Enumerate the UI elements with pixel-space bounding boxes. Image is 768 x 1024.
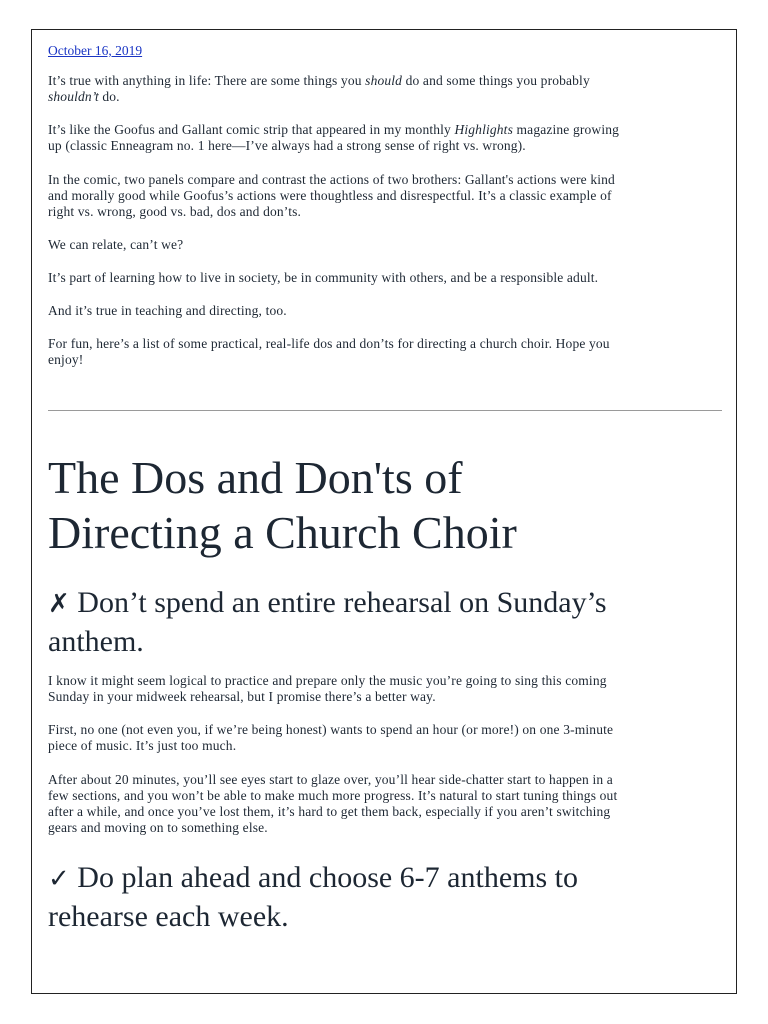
intro-text: It’s true with anything in life: There are some things you: [48, 73, 366, 88]
paragraph-text: I know it might seem logical to practice and prepare only the music you’re going to sing this coming: [48, 673, 607, 688]
paragraph-text: enjoy!: [48, 352, 84, 367]
article-title: [48, 450, 517, 560]
check-mark-icon: ✓: [48, 864, 70, 894]
heading-text: anthem.: [48, 625, 144, 658]
society-paragraph: It’s part of learning how to live in society, be in community with others, and be a responsible adult.: [48, 270, 599, 285]
comic-paragraph: [48, 172, 713, 220]
relate-paragraph: We can relate, can’t we?: [48, 237, 184, 252]
title-line: The Dos and Don'ts of: [48, 452, 463, 503]
paragraph-text: First, no one (not even you, if we’re being honest) wants to spend an hour (or more!) on one 3-minute: [48, 722, 614, 737]
intro-text: do and some things you probably: [402, 73, 590, 88]
goofus-gallant-paragraph: [48, 122, 713, 154]
paragraph-text: few sections, and you won’t be able to make much more progress. It’s natural to start tuning things out: [48, 788, 618, 803]
title-line: Directing a Church Choir: [48, 507, 517, 558]
first-paragraph: [48, 722, 713, 754]
paragraph-text: magazine growing: [513, 122, 620, 137]
paragraph-text: and morally good while Goofus’s actions were thoughtless and disrespectful. It’s a classic example of: [48, 188, 612, 203]
paragraph-text: Sunday in your midweek rehearsal, but I promise there’s a better way.: [48, 689, 436, 704]
paragraph-text: After about 20 minutes, you’ll see eyes start to glaze over, you’ll hear side-chatter start to happen in a: [48, 772, 613, 787]
paragraph-text: For fun, here’s a list of some practical, real-life dos and don’ts for directing a church choir. Hope you: [48, 336, 610, 351]
paragraph-text: It’s like the Goofus and Gallant comic strip that appeared in my monthly: [48, 122, 455, 137]
after-20-minutes-paragraph: [48, 772, 713, 836]
intro-paragraph: [48, 73, 713, 105]
heading-text: Do plan ahead and choose 6-7 anthems to: [77, 861, 578, 894]
post-date-link[interactable]: October 16, 2019: [48, 43, 143, 58]
intro-emphasis-shouldnt: shouldn’t: [48, 89, 99, 104]
heading-text: Don’t spend an entire rehearsal on Sunday’s: [77, 586, 607, 619]
list-intro-paragraph: [48, 336, 713, 368]
highlights-magazine-title: Highlights: [454, 122, 513, 137]
logical-paragraph: [48, 673, 713, 705]
do-heading: [48, 859, 578, 935]
intro-text: do.: [98, 89, 120, 104]
cross-mark-icon: ✗: [48, 589, 70, 619]
section-divider: [48, 410, 722, 411]
page-frame: [31, 29, 737, 994]
dont-heading: [48, 584, 607, 660]
paragraph-text: up (classic Enneagram no. 1 here—I’ve always had a strong sense of right vs. wrong).: [48, 138, 526, 153]
paragraph-text: gears and moving on to something else.: [48, 820, 268, 835]
heading-text: rehearse each week.: [48, 900, 289, 933]
teaching-paragraph: And it’s true in teaching and directing, too.: [48, 303, 287, 318]
paragraph-text: piece of music. It’s just too much.: [48, 738, 237, 753]
paragraph-text: after a while, and once you’ve lost them, it’s hard to get them back, especially if you aren’t switching: [48, 804, 611, 819]
paragraph-text: In the comic, two panels compare and contrast the actions of two brothers: Gallant's actions were kind: [48, 172, 615, 187]
intro-emphasis-should: should: [365, 73, 403, 88]
paragraph-text: right vs. wrong, good vs. bad, dos and don’ts.: [48, 204, 302, 219]
